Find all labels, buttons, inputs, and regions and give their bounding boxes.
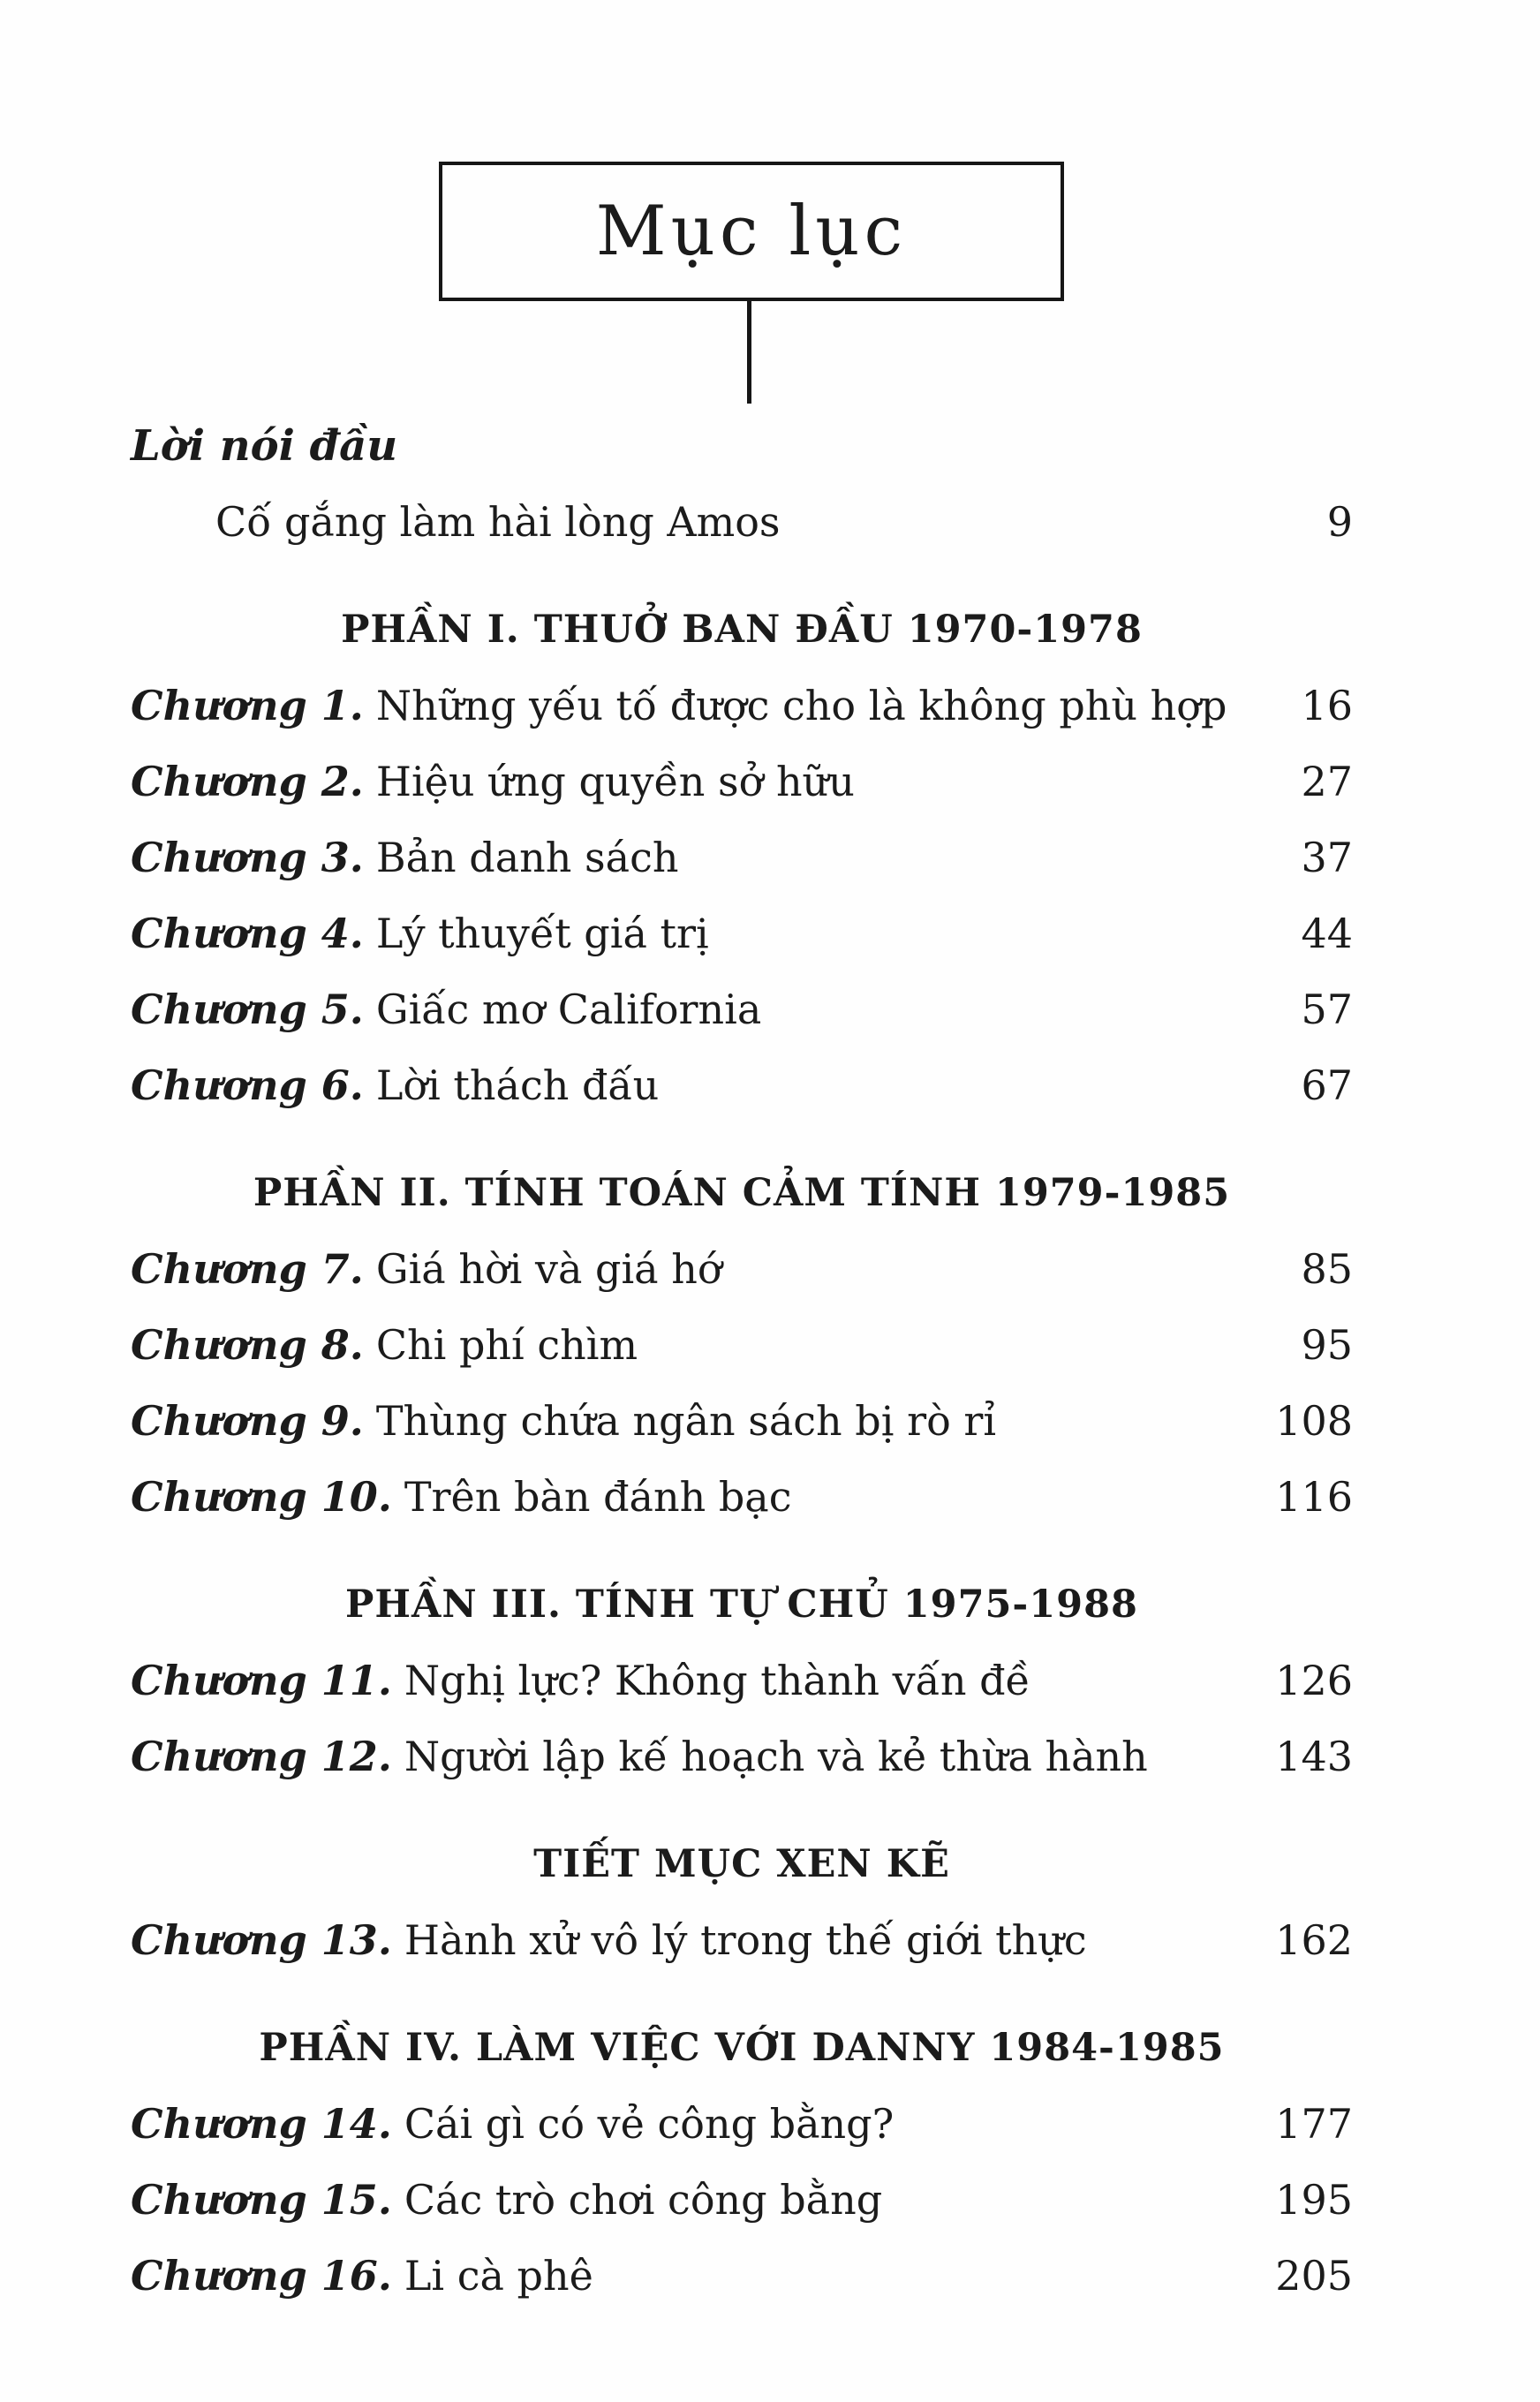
toc-entry-text <box>131 895 1247 971</box>
table-of-contents <box>131 408 1353 2314</box>
toc-entry <box>131 895 1353 971</box>
toc-entry-text <box>131 1383 1247 1459</box>
toc-entry <box>131 2238 1353 2314</box>
chapter-label: Chương 3. <box>131 834 364 881</box>
chapter-label: Chương 11. <box>131 1657 392 1704</box>
title-frame <box>439 162 1064 301</box>
chapter-label: Chương 14. <box>131 2100 392 2148</box>
chapter-title: Giấc mơ California <box>375 986 762 1033</box>
page-number: 205 <box>1275 2252 1353 2300</box>
toc-entry <box>131 1902 1353 1978</box>
toc-entry-text <box>131 744 1247 820</box>
toc-entry <box>131 1307 1353 1383</box>
section-heading: TIẾT MỤC XEN KẼ <box>533 1842 950 1886</box>
chapter-label: Chương 4. <box>131 910 364 957</box>
section-heading: PHẦN II. TÍNH TOÁN CẢM TÍNH 1979-1985 <box>253 1171 1231 1215</box>
page-number: 67 <box>1301 1061 1353 1109</box>
chapter-label: Chương 5. <box>131 986 364 1033</box>
chapter-label: Chương 7. <box>131 1245 364 1293</box>
chapter-title: Trên bàn đánh bạc <box>404 1473 792 1521</box>
toc-entry <box>131 1643 1353 1718</box>
page-number: 95 <box>1301 1321 1353 1369</box>
chapter-title: Hành xử vô lý trong thế giới thực <box>404 1916 1087 1964</box>
chapter-label: Chương 1. <box>131 682 364 729</box>
page-number: 162 <box>1275 1916 1353 1964</box>
page-number: 126 <box>1275 1657 1353 1704</box>
toc-entry <box>131 484 1353 560</box>
toc-entry <box>131 971 1353 1047</box>
page-title: Mục lục <box>595 192 908 271</box>
chapter-title: Chi phí chìm <box>375 1321 638 1369</box>
toc-body <box>131 484 1353 2314</box>
chapter-title: Những yếu tố được cho là không phù hợp <box>375 682 1227 729</box>
toc-entry <box>131 2162 1353 2238</box>
chapter-label: Chương 15. <box>131 2176 392 2224</box>
chapter-title: Người lập kế hoạch và kẻ thừa hành <box>404 1733 1148 1780</box>
toc-entry-text <box>131 1902 1247 1978</box>
toc-entry-text <box>131 1047 1247 1123</box>
section-heading: PHẦN IV. LÀM VIỆC VỚI DANNY 1984-1985 <box>259 2026 1225 2070</box>
toc-entry-text <box>131 1231 1247 1307</box>
toc-entry-text <box>131 1459 1247 1535</box>
chapter-label: Chương 6. <box>131 1061 364 1109</box>
toc-entry <box>131 1383 1353 1459</box>
toc-entry-text <box>131 2238 1247 2314</box>
chapter-title: Cố gắng làm hài lòng Amos <box>215 498 781 546</box>
toc-entry-text <box>131 820 1247 895</box>
toc-entry <box>131 744 1353 820</box>
page-number: 37 <box>1301 834 1353 881</box>
chapter-title: Giá hời và giá hớ <box>375 1245 722 1293</box>
toc-entry <box>131 1459 1353 1535</box>
chapter-title: Thùng chứa ngân sách bị rò rỉ <box>375 1397 997 1445</box>
toc-entry <box>131 1718 1353 1794</box>
page-number: 57 <box>1301 986 1353 1033</box>
page-number: 177 <box>1275 2100 1353 2148</box>
toc-entry-text <box>131 1643 1247 1718</box>
toc-entry <box>131 668 1353 744</box>
chapter-label: Chương 2. <box>131 758 364 805</box>
chapter-title: Lý thuyết giá trị <box>375 910 709 957</box>
chapter-title: Các trò chơi công bằng <box>404 2176 883 2224</box>
preface-heading: Lời nói đầu <box>131 421 398 471</box>
section-heading: PHẦN I. THUỞ BAN ĐẦU 1970-1978 <box>341 608 1143 652</box>
page-number: 44 <box>1301 910 1353 957</box>
chapter-label: Chương 9. <box>131 1397 364 1445</box>
page-number: 143 <box>1275 1733 1353 1780</box>
page-number: 85 <box>1301 1245 1353 1293</box>
chapter-title: Lời thách đấu <box>375 1061 660 1109</box>
toc-entry <box>131 1047 1353 1123</box>
chapter-title: Nghị lực? Không thành vấn đề <box>404 1657 1030 1704</box>
page-number: 27 <box>1301 758 1353 805</box>
chapter-label: Chương 12. <box>131 1733 392 1780</box>
page-number: 116 <box>1275 1473 1353 1521</box>
title-frame-tail-line <box>747 298 751 404</box>
chapter-title: Li cà phê <box>404 2252 593 2300</box>
toc-entry-text <box>131 2086 1247 2162</box>
toc-entry <box>131 820 1353 895</box>
chapter-title: Bản danh sách <box>375 834 679 881</box>
chapter-label: Chương 13. <box>131 1916 392 1964</box>
toc-entry <box>131 2086 1353 2162</box>
toc-entry-text <box>131 2162 1247 2238</box>
toc-entry <box>131 1231 1353 1307</box>
chapter-label: Chương 10. <box>131 1473 392 1521</box>
page-number: 16 <box>1301 682 1353 729</box>
chapter-title: Hiệu ứng quyền sở hữu <box>375 758 855 805</box>
toc-entry-text <box>131 1718 1247 1794</box>
page-number: 195 <box>1275 2176 1353 2224</box>
toc-entry-text <box>131 668 1247 744</box>
page-number: 108 <box>1275 1397 1353 1445</box>
section-heading: PHẦN III. TÍNH TỰ CHỦ 1975-1988 <box>345 1582 1138 1627</box>
toc-entry-text <box>131 1307 1247 1383</box>
chapter-label: Chương 8. <box>131 1321 364 1369</box>
toc-entry-text <box>131 971 1247 1047</box>
chapter-title: Cái gì có vẻ công bằng? <box>404 2100 895 2148</box>
page-number: 9 <box>1326 498 1353 546</box>
chapter-label: Chương 16. <box>131 2252 392 2300</box>
toc-entry-text <box>131 484 1247 560</box>
